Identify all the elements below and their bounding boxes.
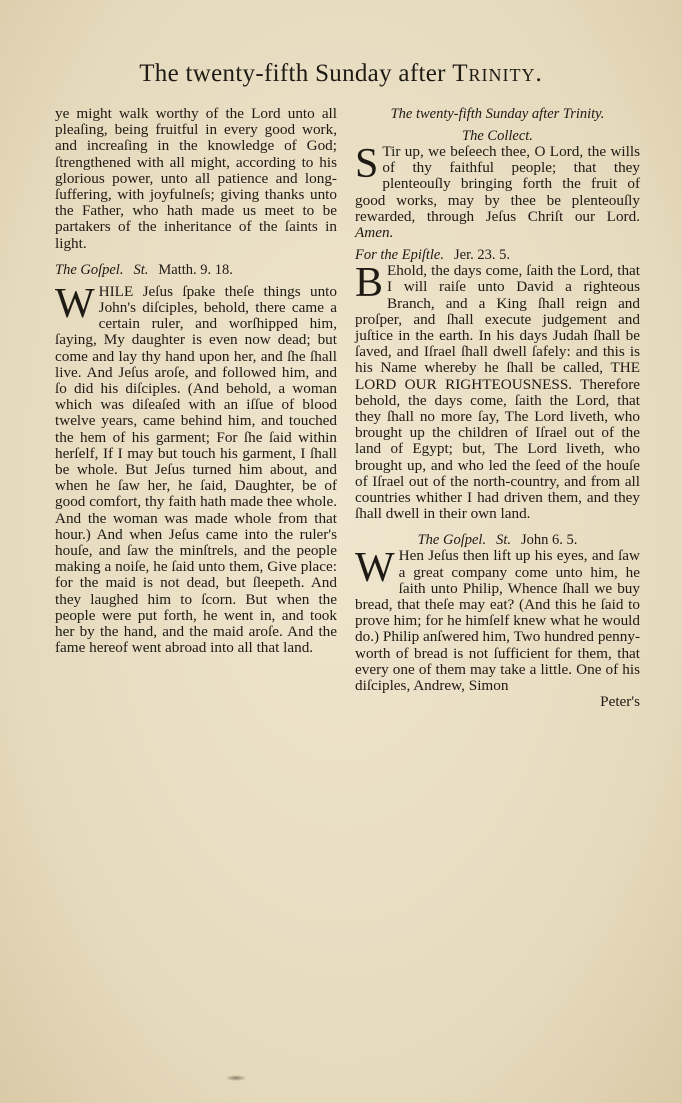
collect-label: The Collect. [462,128,533,144]
drop-cap-w: W [55,280,95,327]
collect-amen: Amen. [355,224,394,242]
gospel-ref-label: St. [133,261,149,278]
drop-cap-b: B [355,260,384,307]
epistle-continuation: ye might walk worthy of the Lord unto all pleaſing, being fruitful in every good work, and increaſing in the knowledge of God; ſtrengthened with all might, according to his glorious power, unto all patience and long-ſuffering, with joyfulneſs; giving thanks unto the Father, who hath made us meet to be partakers of the inheritance of the ſaints in light. [55,105,337,252]
drop-cap-w-john: W [355,545,395,592]
gospel-matthew-body [55,280,337,657]
epistle-label: For the Epiſtle. [355,247,444,264]
gospel-label: The Goſpel. [55,261,124,278]
page-title [0,60,682,88]
gospel-label-john: The Goſpel. [417,532,487,549]
gospel-heading-john [355,532,640,548]
title-main: The twenty-fifth Sunday after [139,60,453,87]
catchword: Peter's [600,693,640,711]
collect-body [355,141,640,242]
collect-text-para [355,141,640,242]
right-column [355,106,640,711]
epistle-body [355,260,640,523]
drop-cap-s: S [355,141,379,187]
gospel-ref-john: John 6. 5. [520,532,578,549]
gospel-john-text: Hen Jeſus then lift up his eyes, and ſaw a great company come unto him, he ſaith unto Philip, Whence ſhall we buy bread, that theſe may eat? (And this he ſaid to prove him; for he himſelf knew what he would do.) Philip anſwered him, Two hundred penny-worth of bread is not ſufficient for them, that every one of them may take a little. One of his diſciples, Andrew, Simon [355,547,640,695]
collect-text: Tir up, we beſeech thee, O Lord, the wills of thy faithful people; that they plenteouſly bringing forth the fruit of good works, may by thee be plenteouſly rewarded, through Jeſus Chriſt our Lord. [355,143,640,225]
epistle-heading [355,247,640,263]
left-column [55,106,337,657]
epistle-text: Ehold, the days come, ſaith the Lord, that I will raiſe unto David a righteous Branch, and a King ſhall reign and proſper, and ſhall execute judgement and juſtice in the earth. In his days Judah ſhall be ſaved, and Iſrael ſhall dwell ſafely: and this is his Name whereby he ſhall be called, THE LORD OUR RIGHTEOUSNESS. Therefore behold, the days come, ſaith the Lord, that they ſhall no more ſay, The Lord liveth, who brought up the children of Iſrael out of the land of Egypt; but, The Lord liveth, who brought up, and who led the ſeed of the houſe of Iſrael out of the north-country, and from all countries whither I had driven them, and they ſhall dwell in their own land. [355,262,640,523]
gospel-matthew-text: HILE Jeſus ſpake theſe things unto John's diſciples, behold, there came a certain ruler, and worſhipped him, ſaying, My daughter is even now dead; but come and lay thy hand upon her, and ſhe ſhall live. And Jeſus aroſe, and followed him, and ſo did his diſciples. (And behold, a woman which was diſeaſed with an iſſue of blood twelve years, came behind him, and touched the hem of his garment; For ſhe ſaid within herſelf, If I may but touch his garment, I ſhall be whole. But Jeſus turned him about, and when he ſaw her, he ſaid, Daughter, be of good comfort, thy faith hath made thee whole. And the woman was made whole from that hour.) And when Jeſus came into the ruler's houſe, and ſaw the minſtrels, and the people making a noiſe, he ſaid unto them, Give place: for the maid is not dead, but ſleepeth. And they laughed him to ſcorn. But when the people were put forth, he went in, and took her by the hand, and the maid aroſe. And the fame hereof went abroad into all that land. [55,282,337,657]
ink-smudge [225,1075,247,1081]
epistle-ref: Jer. 23. 5. [454,247,510,264]
gospel-ref-label-john: St. [496,532,511,549]
gospel-ref: Matth. 9. 18. [158,261,233,278]
gospel-heading-matthew [55,262,337,278]
title-trinity: Trinity. [452,60,543,87]
sunday-heading: The twenty-fifth Sunday after Trinity. [390,106,605,122]
gospel-john-body [355,545,640,695]
